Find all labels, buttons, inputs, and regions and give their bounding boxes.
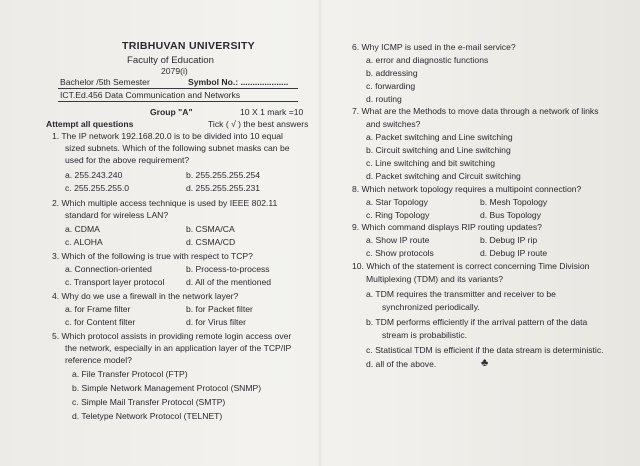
page-fold bbox=[318, 0, 322, 466]
q10-line1: 10. Which of the statement is correct concerning Time Division bbox=[352, 261, 590, 271]
q8-option-d[interactable]: d. Bus Topology bbox=[480, 210, 541, 220]
symbol-number-field: Symbol No.: .................... bbox=[188, 77, 289, 87]
q9-option-a[interactable]: a. Show IP route bbox=[366, 235, 430, 245]
q3-option-b[interactable]: b. Process-to-process bbox=[186, 264, 270, 274]
level-semester: Bachelor /5th Semester bbox=[60, 77, 150, 87]
q7-option-b[interactable]: b. Circuit switching and Line switching bbox=[366, 145, 511, 155]
q1-option-c[interactable]: c. 255.255.255.0 bbox=[65, 183, 130, 193]
q10-option-b-line2: stream is probabilistic. bbox=[382, 330, 468, 340]
header-rule-top bbox=[58, 88, 298, 89]
q4-option-b[interactable]: b. for Packet filter bbox=[186, 304, 253, 314]
q4-option-d[interactable]: d. for Virus filter bbox=[186, 317, 247, 327]
group-marks: 10 X 1 mark =10 bbox=[240, 107, 304, 117]
q8-line1: 8. Which network topology requires a multipoint connection? bbox=[352, 184, 582, 194]
q3-option-c[interactable]: c. Transport layer protocol bbox=[65, 277, 165, 287]
q10-option-a-line1[interactable]: a. TDM requires the transmitter and receiver to be bbox=[366, 289, 556, 299]
q1-line3: used for the above requirement? bbox=[65, 155, 190, 165]
q1-option-b[interactable]: b. 255.255.255.254 bbox=[186, 170, 261, 180]
q6-option-b[interactable]: b. addressing bbox=[366, 68, 418, 78]
university-title: TRIBHUVAN UNIVERSITY bbox=[122, 40, 255, 52]
q2-option-a[interactable]: a. CDMA bbox=[65, 224, 100, 234]
q1-option-a[interactable]: a. 255.243.240 bbox=[65, 170, 123, 180]
q6-option-d[interactable]: d. routing bbox=[366, 94, 402, 104]
q9-option-d[interactable]: d. Debug IP route bbox=[480, 248, 548, 258]
q9-line1: 9. Which command displays RIP routing updates? bbox=[352, 222, 542, 232]
q3-line1: 3. Which of the following is true with respect to TCP? bbox=[52, 251, 253, 261]
q2-option-c[interactable]: c. ALOHA bbox=[65, 237, 103, 247]
q1-line1: 1. The IP network 192.168.20.0 is to be divided into 10 equal bbox=[52, 131, 283, 141]
q6-line1: 6. Why ICMP is used in the e-mail service? bbox=[352, 42, 516, 52]
exam-year: 2079(i) bbox=[161, 66, 188, 76]
q6-option-c[interactable]: c. forwarding bbox=[366, 81, 416, 91]
header-rule-bottom bbox=[58, 101, 298, 102]
instruction-tick: Tick ( √ ) the best answers bbox=[208, 119, 309, 129]
q7-option-c[interactable]: c. Line switching and bit switching bbox=[366, 158, 495, 168]
q10-option-a-line2: synchronized periodically. bbox=[382, 302, 480, 312]
q7-option-a[interactable]: a. Packet switching and Line switching bbox=[366, 132, 513, 142]
q4-option-c[interactable]: c. for Content filter bbox=[65, 317, 136, 327]
q8-option-b[interactable]: b. Mesh Topology bbox=[480, 197, 548, 207]
q5-line3: reference model? bbox=[65, 355, 132, 365]
q2-line2: standard for wireless LAN? bbox=[65, 210, 169, 220]
group-title: Group "A" bbox=[150, 107, 193, 117]
q5-option-d[interactable]: d. Teletype Network Protocol (TELNET) bbox=[72, 411, 223, 421]
spade-icon: ♣ bbox=[481, 357, 489, 369]
q8-option-a[interactable]: a. Star Topology bbox=[366, 197, 428, 207]
q5-line1: 5. Which protocol assists in providing remote login access over bbox=[52, 331, 292, 341]
q4-option-a[interactable]: a. for Frame filter bbox=[65, 304, 131, 314]
q2-option-d[interactable]: d. CSMA/CD bbox=[186, 237, 236, 247]
instruction-attempt: Attempt all questions bbox=[46, 119, 134, 129]
q1-option-d[interactable]: d. 255.255.255.231 bbox=[186, 183, 261, 193]
q10-option-d[interactable]: d. all of the above. bbox=[366, 359, 437, 369]
faculty-name: Faculty of Education bbox=[127, 55, 214, 66]
q7-line1: 7. What are the Methods to move data through a network of links bbox=[352, 106, 599, 116]
q8-option-c[interactable]: c. Ring Topology bbox=[366, 210, 430, 220]
q5-option-a[interactable]: a. File Transfer Protocol (FTP) bbox=[72, 369, 188, 379]
q6-option-a[interactable]: a. error and diagnostic functions bbox=[366, 55, 489, 65]
course-code: ICT.Ed.456 Data Communication and Networks bbox=[60, 90, 241, 100]
q2-line1: 2. Which multiple access technique is used by IEEE 802.11 bbox=[52, 198, 278, 208]
q3-option-a[interactable]: a. Connection-oriented bbox=[65, 264, 152, 274]
q7-line2: and switches? bbox=[366, 119, 421, 129]
q9-option-b[interactable]: b. Debug IP rip bbox=[480, 235, 538, 245]
q9-option-c[interactable]: c. Show protocols bbox=[366, 248, 434, 258]
q3-option-d[interactable]: d. All of the mentioned bbox=[186, 277, 272, 287]
q2-option-b[interactable]: b. CSMA/CA bbox=[186, 224, 235, 234]
q7-option-d[interactable]: d. Packet switching and Circuit switching bbox=[366, 171, 521, 181]
q5-line2: the network, especially in an application layer of the TCP/IP bbox=[65, 343, 292, 353]
q4-line1: 4. Why do we use a firewall in the network layer? bbox=[52, 291, 239, 301]
q5-option-b[interactable]: b. Simple Network Management Protocol (SNMP) bbox=[72, 383, 262, 393]
q10-option-b-line1[interactable]: b. TDM performs efficiently if the arrival pattern of the data bbox=[366, 317, 588, 327]
q1-line2: sized subnets. Which of the following subnet masks can be bbox=[65, 143, 290, 153]
q10-option-c[interactable]: c. Statistical TDM is efficient if the data stream is deterministic. bbox=[366, 345, 604, 355]
q10-line2: Multiplexing (TDM) and its variants? bbox=[366, 274, 504, 284]
q5-option-c[interactable]: c. Simple Mail Transfer Protocol (SMTP) bbox=[72, 397, 226, 407]
